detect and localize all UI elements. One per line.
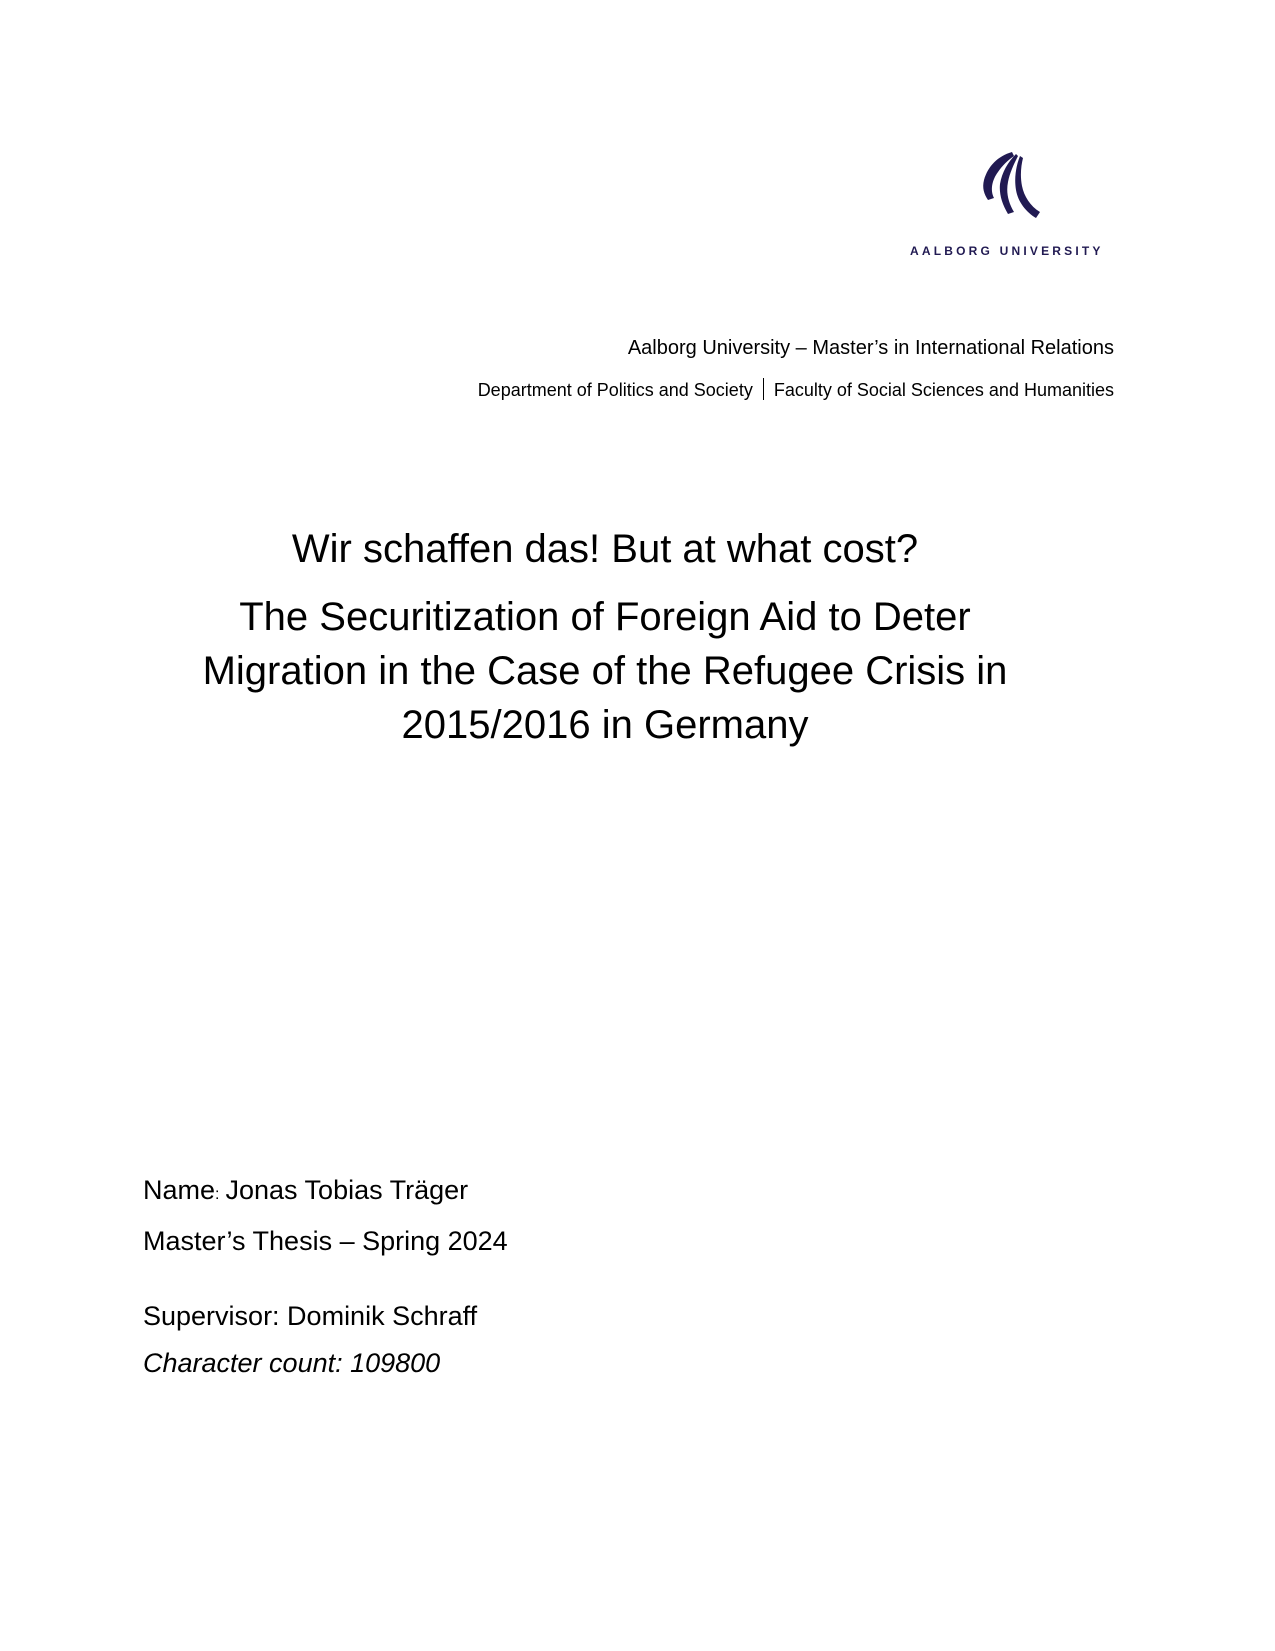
faculty: Faculty of Social Sciences and Humanities [773, 380, 1114, 400]
name-value: Jonas Tobias Träger [225, 1175, 469, 1205]
university-logo [910, 150, 1104, 260]
author-name [143, 1175, 468, 1206]
character-count: Character count: 109800 [143, 1348, 441, 1378]
subtitle-line: The Securitization of Foreign Aid to Deter [239, 595, 971, 639]
name-colon: : [215, 1186, 220, 1203]
thesis-main-title: Wir schaffen das! But at what cost? [291, 527, 919, 571]
thesis-subtitle [0, 590, 1210, 752]
aalborg-university-wave-logo-icon [968, 150, 1048, 222]
institution-program: Aalborg University – Master’s in International Relations [627, 337, 1114, 359]
name-label: Name [143, 1175, 216, 1205]
department: Department of Politics and Society [477, 380, 753, 400]
subtitle-line: 2015/2016 in Germany [401, 703, 809, 747]
institution-affiliation [478, 378, 1114, 401]
logo-wordmark: AALBORG UNIVERSITY [910, 244, 1104, 258]
separator [763, 378, 764, 400]
thesis-type: Master’s Thesis – Spring 2024 [143, 1226, 508, 1256]
supervisor: Supervisor: Dominik Schraff [143, 1301, 478, 1331]
subtitle-line: Migration in the Case of the Refugee Crisis in [202, 649, 1008, 693]
